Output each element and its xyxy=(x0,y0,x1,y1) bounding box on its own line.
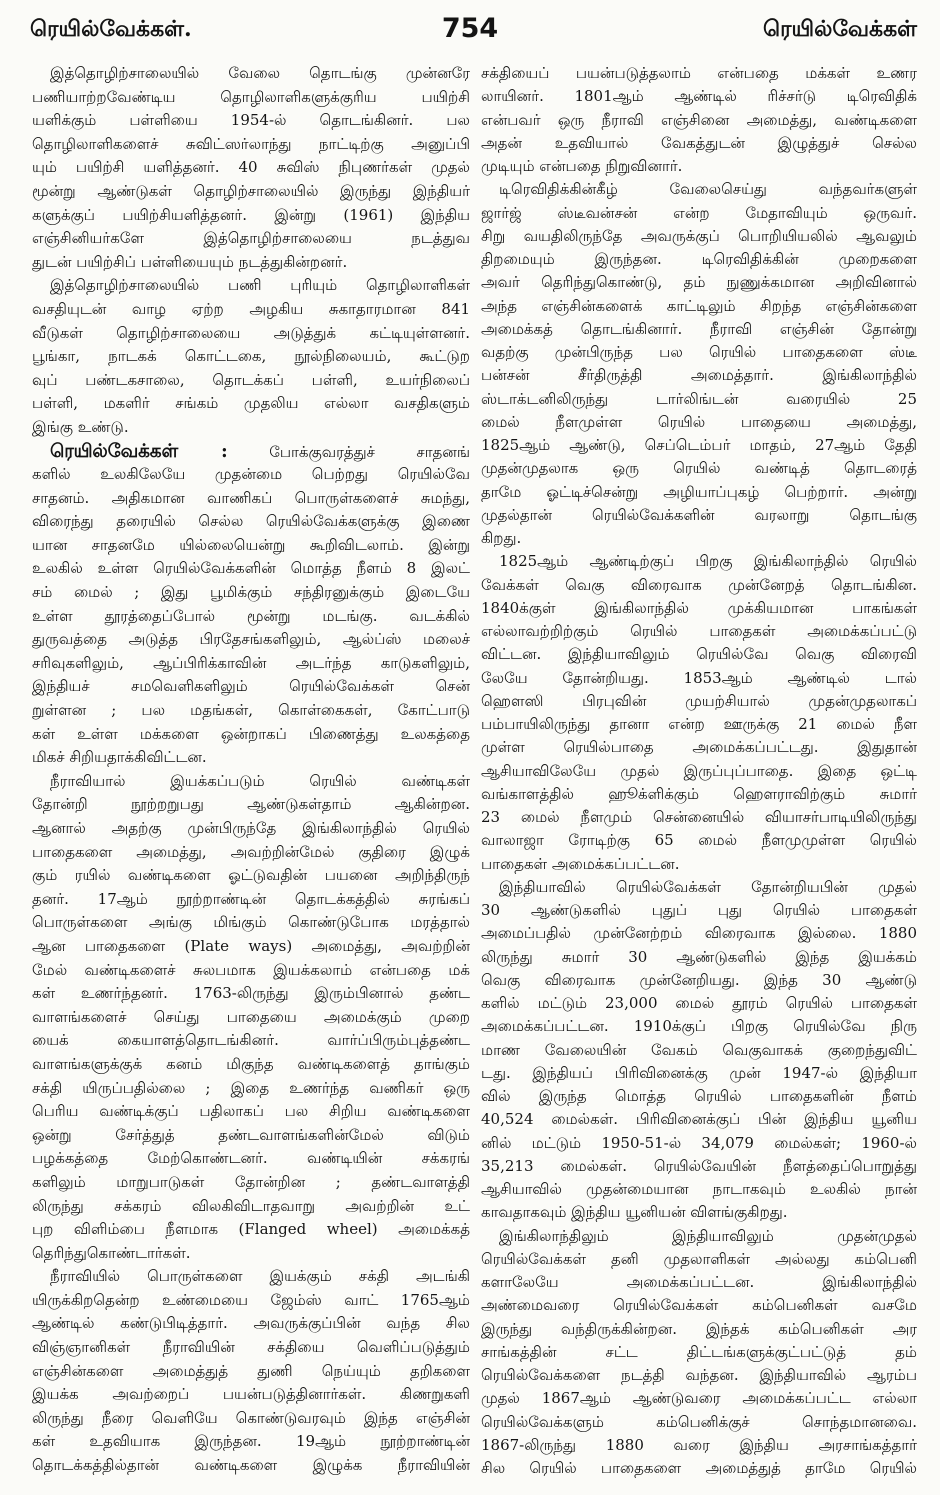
paragraph xyxy=(32,62,470,274)
text-line: வில் இருந்த மொத்த ரெயில் பாதைகளின் நீளம் xyxy=(481,1087,917,1105)
text-line: லிருந்து சக்கரம் விலகிவிடாதவாறு அவற்றின் உட் xyxy=(32,1196,470,1215)
page-number: 754 xyxy=(441,13,499,44)
text-line: கள் உள்ள மக்களை ஒன்றாகப் பிணைத்து உலகத்தை xyxy=(32,724,470,743)
text-line: ஆண்டில் கண்டுபிடித்தார். அவருக்குப்பின் வந்த சில xyxy=(32,1314,470,1333)
text-line: தனர். 17ஆம் நூற்றாண்டின் தொடக்கத்தில் சுரங்கப் xyxy=(32,889,470,908)
text-line: 35,213 மைல்கள். ரெயில்வேயின் நீளத்தைப்பொறுத்து xyxy=(481,1156,917,1175)
text-line: வெகு விரைவாக முன்னேறியது. இந்த 30 ஆண்டு xyxy=(481,970,917,989)
text-line: துடன் பயிற்சிப் பள்ளியையும் நடத்துகின்றனர். xyxy=(32,252,348,271)
text-line: லிருந்து நீரை வெளியே கொண்டுவரவும் இந்த எஞ்சின் xyxy=(32,1408,470,1427)
text-line: சாங்கத்தின் சட்ட திட்டங்களுக்குட்பட்டுத் தம் xyxy=(481,1342,917,1361)
text-line: சில ரெயில் பாதைகளை அமைத்துத் தாமே ரெயில் xyxy=(481,1459,917,1477)
text-line: சக்தியைப் பயன்படுத்தலாம் என்பதை மக்கள் உணர xyxy=(481,64,917,82)
text-line: பம்பாயிலிருந்து தானா என்ற ஊருக்கு 21 மைல் நீள xyxy=(481,715,917,733)
text-line: களில் மட்டும் 23,000 மைல் தூரம் ரெயில் பாதைகள் xyxy=(481,994,917,1012)
running-head-left: ரெயில்வேக்கள். xyxy=(30,16,192,42)
text-line: பொருள்களை அங்கு மிங்கும் கொண்டுபோக மரத்தால் xyxy=(32,913,470,932)
text-line: திறமையும் இருந்தன. டிரெவிதிக்கின் முறைகளை xyxy=(481,250,917,268)
running-head-right: ரெயில்வேக்கள் xyxy=(763,16,917,42)
text-line: மாண வேலையின் வேகம் வெகுவாகக் குறைந்துவிட் xyxy=(481,1040,917,1059)
paragraph xyxy=(481,876,917,1225)
text-line: வேக்கள் வெகு விரைவாக முன்னேறத் தொடங்கின. xyxy=(481,575,917,594)
text-line: பூங்கா, நாடகக் கொட்டகை, நூல்நிலையம், கூட்டுற xyxy=(32,347,470,366)
text-line: எஞ்சின்களை அமைத்துத் துணி நெய்யும் தறிகளை xyxy=(32,1361,470,1380)
text-line: முதல்தான் ரெயில்வேக்களின் வரலாறு தொடங்கு xyxy=(481,505,917,524)
text-line: உலகில் உள்ள ரெயில்வேக்களின் மொத்த நீளம் 8 இலட் xyxy=(32,559,470,578)
text-line: சம் மைல் ; இது பூமிக்கும் சந்திரனுக்கும் இடையே xyxy=(32,583,470,602)
right-column xyxy=(481,62,917,1480)
text-line-rest: போக்குவரத்துச் சாதனங் xyxy=(269,442,470,461)
text-line: அந்த எஞ்சின்களைக் காட்டிலும் சிறந்த எஞ்சின்களை xyxy=(481,296,917,315)
text-line: யும் பயிற்சி யளித்தனர். 40 சுவிஸ் நிபுணர்கள் முதல் xyxy=(32,158,470,177)
text-line: அமைக்கத் தொடங்கினார். நீராவி எஞ்சின் தோன்று xyxy=(481,319,917,338)
text-line: அமைக்கப்பட்டன. 1910க்குப் பிறகு ரெயில்வே நிரு xyxy=(481,1017,917,1036)
text-line: ஸ்டாக்டனிலிருந்து டார்லிங்டன் வரையில் 25 xyxy=(481,389,917,408)
text-line: சாதனம். அதிகமான வாணிகப் பொருள்களைச் சுமந்து, xyxy=(32,488,470,507)
text-line: யளிக்கும் பள்ளியை 1954-ல் தொடங்கினர். பல xyxy=(32,111,470,130)
text-line: புற விளிம்பை நீளமாக (Flanged wheel) அமைக்கத் xyxy=(32,1220,470,1239)
text-line: நீராவியில் பொருள்களை இயக்கும் சக்தி அடங்கி xyxy=(50,1267,470,1286)
text-line: 1867-லிருந்து 1880 வரை இந்திய அரசாங்கத்தார் xyxy=(481,1435,917,1454)
paragraph xyxy=(32,1265,470,1477)
text-line: டிரெவிதிக்கின்கீழ் வேலைசெய்து வந்தவர்களுள் xyxy=(499,180,917,199)
paragraph xyxy=(481,1225,917,1481)
text-line: யிருக்கிறதென்ற உண்மையை ஜேம்ஸ் வாட் 1765ஆம் xyxy=(32,1290,470,1309)
text-line: வங்காளத்தில் ஹூக்ளிக்கும் ஹௌராவிற்கும் சுமார் xyxy=(481,784,917,803)
text-line: வதற்கு முன்பிருந்த பல ரெயில் பாதைகளை ஸ்டீ xyxy=(481,343,917,361)
text-line: இயக்க அவற்றைப் பயன்படுத்தினார்கள். கிணறுகளி xyxy=(32,1385,470,1404)
text-line: 1825ஆம் ஆண்டிற்குப் பிறகு இங்கிலாந்தில் ரெயில் xyxy=(499,552,917,571)
text-line: றுள்ளன ; பல மதங்கள், கொள்கைகள், கோட்பாடு xyxy=(32,701,470,720)
text-line: கிறது. xyxy=(481,529,522,547)
text-line: லாயினர். 1801ஆம் ஆண்டில் ரிச்சர்டு டிரெவிதிக் xyxy=(481,87,917,106)
text-line: னில் மட்டும் 1950-51-ல் 34,079 மைல்கள்; 1960-ல் xyxy=(481,1133,917,1152)
text-line: விஞ்ஞானிகள் நீராவியின் சக்தியை வெளிப்படுத்தும் xyxy=(32,1338,470,1357)
text-line: இத்தொழிற்சாலையில் பணி புரியும் தொழிலாளிகள் xyxy=(50,276,470,295)
paragraph xyxy=(32,274,470,439)
text-line: அவர் தெரிந்துகொண்டு, தம் நுணுக்கமான அறிவினால் xyxy=(481,273,917,292)
text-line xyxy=(32,440,470,464)
left-column xyxy=(32,62,470,1478)
text-line: டது. இந்தியப் பிரிவினைக்கு முன் 1947-ல் இந்தியா xyxy=(481,1063,917,1082)
text-line: 30 ஆண்டுகளில் புதுப் புது ரெயில் பாதைகள் xyxy=(481,901,917,919)
text-line: கள் உதவியாக இருந்தன. 19ஆம் நூற்றாண்டின் xyxy=(32,1432,470,1451)
text-line: ஹௌஸி பிரபுவின் முயற்சியால் முதன்முதலாகப் xyxy=(481,691,917,710)
text-line: வாலாஜா ரோடிற்கு 65 மைல் நீளமுமுள்ள ரெயில் xyxy=(481,831,917,850)
text-line: உள்ள தூரத்தைப்போல் மூன்று மடங்கு. வடக்கில் xyxy=(32,606,470,625)
text-line: வாளங்களுக்குக் கனம் மிகுந்த வண்டிகளைத் தாங்கும் xyxy=(32,1054,470,1073)
text-line: ரெயில்வேக்கள் தனி முதலாளிகள் அல்லது கம்பெனி xyxy=(481,1249,917,1268)
text-line: பெரிய வண்டிக்குப் பதிலாகப் பல சிறிய வண்டிகளை xyxy=(32,1102,470,1121)
text-line: ஆசியாவிலேயே முதல் இருப்புப்பாதை. இதை ஒட்டி xyxy=(481,761,917,780)
text-line: மூன்று ஆண்டுகள் தொழிற்சாலையில் இருந்து இந்தியர் xyxy=(32,181,470,200)
text-line: முதன்முதலாக ஒரு ரெயில் வண்டித் தொடரைத் xyxy=(481,459,917,478)
text-line: சக்தி யிருப்பதில்லை ; இதை உணர்ந்த வணிகர் ஒரு xyxy=(32,1078,470,1097)
text-line: இந்தியாவில் ரெயில்வேக்கள் தோன்றியபின் முதல் xyxy=(499,877,917,896)
text-line: ஆசியாவில் முதன்மையான நாடாகவும் உலகில் நான் xyxy=(481,1180,917,1198)
text-line: 1825ஆம் ஆண்டு, செப்டெம்பர் மாதம், 27ஆம் தேதி xyxy=(481,436,917,454)
text-line: இருந்து வந்திருக்கின்றன. இந்தக் கம்பெனிகள் அர xyxy=(481,1319,917,1338)
text-line: முதல் 1867ஆம் ஆண்டுவரை அமைக்கப்பட்ட எல்லா xyxy=(481,1389,917,1408)
text-line: யைக் கையாளத்தொடங்கினர். வார்ப்பிரும்புத்தண்ட xyxy=(32,1031,470,1050)
text-line: களிலும் மாறுபாடுகள் தோன்றின ; தண்டவாளத்தி xyxy=(32,1172,470,1191)
text-line: விரைந்து தரையில் செல்ல ரெயில்வேக்களுக்கு இணை xyxy=(32,512,470,531)
text-line: களுக்குப் பயிற்சியளித்தனர். இன்று (1961) இந்திய xyxy=(32,205,470,224)
text-line: கள் உணர்ந்தனர். 1763-லிருந்து இரும்பினால் தண்ட xyxy=(32,984,470,1003)
section-heading: ரெயில்வேக்கள் : xyxy=(50,440,228,462)
text-line: மிகச் சிறியதாக்கிவிட்டன. xyxy=(32,748,207,767)
text-line: ஜார்ஜ் ஸ்டீவன்சன் என்ற மேதாவியும் ஒருவர். xyxy=(481,203,917,222)
text-line: பழக்கத்தை மேற்கொண்டனர். வண்டியின் சக்கரங் xyxy=(32,1149,470,1168)
paragraph xyxy=(481,62,917,178)
text-line: ஆன பாதைகளை (Plate ways) அமைத்து, அவற்றின் xyxy=(32,936,470,955)
text-line: தொடக்கத்தில்தான் வண்டிகளை இழுக்க நீராவியின் xyxy=(32,1456,470,1475)
paragraph xyxy=(481,550,917,876)
text-line: இங்கு உண்டு. xyxy=(32,417,129,436)
text-line: 40,524 மைல்கள். பிரிவினைக்குப் பின் இந்திய யூனிய xyxy=(481,1110,917,1129)
text-line: தொழிலாளிகளைச் சுவிட்ஸர்லாந்து நாட்டிற்கு அனுப்பி xyxy=(32,134,470,153)
text-line: என்பவர் ஒரு நீராவி எஞ்சினை அமைத்து, வண்டிகளை xyxy=(481,110,917,129)
text-line: விட்டன. இந்தியாவிலும் ரெயில்வே வெகு விரைவி xyxy=(481,645,917,664)
text-line: தாமே ஓட்டிச்சென்று அழியாப்புகழ் பெற்றார். அன்று xyxy=(481,482,917,501)
text-line: பள்ளி, மகளிர் சங்கம் முதலிய எல்லா வசதிகளும் xyxy=(32,394,470,413)
text-line: வுப் பண்டகசாலை, தொடக்கப் பள்ளி, உயர்நிலைப் xyxy=(32,370,470,389)
text-line: பணியாற்றவேண்டிய தொழிலாளிகளுக்குரிய பயிற்சி xyxy=(32,87,470,106)
text-line: இங்கிலாந்திலும் இந்தியாவிலும் முதன்முதல் xyxy=(499,1226,917,1245)
text-line: முடியும் என்பதை நிறுவினார். xyxy=(481,157,683,175)
text-line: 23 மைல் நீளமும் சென்னையில் வியாசர்பாடியிலிருந்து xyxy=(481,808,917,826)
text-line: மைல் நீளமுள்ள ரெயில் பாதையை அமைத்து, xyxy=(481,412,917,431)
text-line: சரிவுகளிலும், ஆப்பிரிக்காவின் அடர்ந்த காடுகளிலும், xyxy=(32,653,470,672)
text-line: லிருந்து சுமார் 30 ஆண்டுகளில் இந்த இயக்கம் xyxy=(481,947,917,966)
text-line: யான சாதனமே யில்லையென்று கூறிவிடலாம். இன்று xyxy=(32,535,470,554)
text-line: முள்ள ரெயில்பாதை அமைக்கப்பட்டது. இதுதான் xyxy=(481,738,917,757)
text-line: களில் உலகிலேயே முதன்மை பெற்றது ரெயில்வே xyxy=(32,465,470,484)
text-line: ஆனால் அதற்கு முன்பிருந்தே இங்கிலாந்தில் ரெயில் xyxy=(32,819,470,837)
text-line: 1840க்குள் இங்கிலாந்தில் முக்கியமான பாகங்கள் xyxy=(481,598,917,617)
text-line: இந்தியச் சமவெளிகளிலும் ரெயில்வேக்கள் சென் xyxy=(32,677,470,696)
text-line: வீடுகள் தொழிற்சாலையை அடுத்துக் கட்டியுள்ளனர். xyxy=(32,323,470,342)
text-line: தோன்றி நூற்றறுபது ஆண்டுகள்தாம் ஆகின்றன. xyxy=(32,795,470,814)
text-line: நீராவியால் இயக்கப்படும் ரெயில் வண்டிகள் xyxy=(50,771,470,790)
text-line: வாளங்களைச் செய்து பாதையை அமைக்கும் முறை xyxy=(32,1007,470,1026)
text-line: பாதைகள் அமைக்கப்பட்டன. xyxy=(481,854,680,873)
paragraph xyxy=(481,178,917,550)
text-line: அண்மைவரை ரெயில்வேக்கள் கம்பெனிகள் வசமே xyxy=(481,1296,917,1315)
text-line: ரெயில்வேக்களும் கம்பெனிக்குச் சொந்தமானவை. xyxy=(481,1412,917,1431)
text-line: பாதைகளை அமைத்து, அவற்றின்மேல் குதிரை இழுக் xyxy=(32,842,470,861)
text-line: எல்லாவற்றிற்கும் ரெயில் பாதைகள் அமைக்கப்பட்டு xyxy=(481,622,917,640)
text-line: கும் ரயில் வண்டிகளை ஓட்டுவதின் பயனை அறிந்திருந் xyxy=(32,866,470,885)
text-line: சிறு வயதிலிருந்தே அவருக்குப் பொறியியலில் ஆவலும் xyxy=(481,226,917,245)
text-line: ஒன்று சேர்த்துத் தண்டவாளங்களின்மேல் விடும் xyxy=(32,1125,470,1144)
text-line: எஞ்சினியர்களே இத்தொழிற்சாலையை நடத்துவ xyxy=(32,229,470,248)
text-line: அதன் உதவியால் வேகத்துடன் இழுத்துச் செல்ல xyxy=(481,133,917,152)
text-line: பன்சன் சீர்திருத்தி அமைத்தார். இங்கிலாந்தில் xyxy=(481,366,917,385)
text-line: தெரிந்துகொண்டார்கள். xyxy=(32,1243,191,1262)
text-line: வசதியுடன் வாழ ஏற்ற அழகிய சுகாதாரமான 841 xyxy=(32,299,470,318)
text-line: ரெயில்வேக்களை நடத்தி வந்தன. இந்தியாவில் ஆரம்ப xyxy=(481,1366,917,1384)
text-line: காவதாகவும் இந்திய யூனியன் விளங்குகிறது. xyxy=(481,1203,788,1222)
text-line: மேல் வண்டிகளைச் சுலபமாக இயக்கலாம் என்பதை மக் xyxy=(32,960,470,979)
paragraph xyxy=(32,440,470,770)
paragraph xyxy=(32,770,470,1265)
text-line: களாலேயே அமைக்கப்பட்டன. இங்கிலாந்தில் xyxy=(481,1273,917,1291)
text-line: லேயே தோன்றியது. 1853ஆம் ஆண்டில் டால் xyxy=(481,668,917,687)
text-line: துருவத்தை அடுத்த பிரதேசங்களிலும், ஆல்ப்ஸ் மலைச் xyxy=(32,630,470,649)
text-line: இத்தொழிற்சாலையில் வேலை தொடங்கு முன்னரே xyxy=(50,64,470,82)
text-line: அமைப்பதில் முன்னேற்றம் விரைவாக இல்லை. 1880 xyxy=(481,924,917,943)
